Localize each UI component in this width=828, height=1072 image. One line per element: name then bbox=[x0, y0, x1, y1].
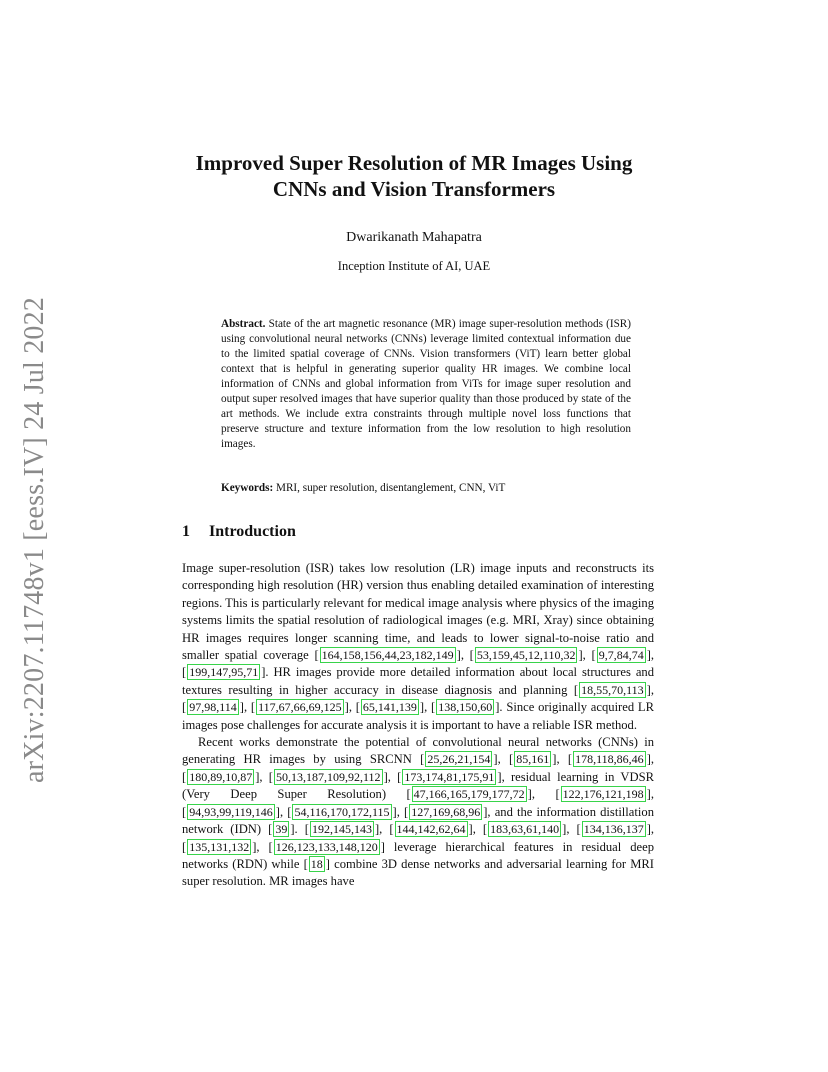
p2-text-4: leverage hierarchical features in residual deep networks (RDN) while bbox=[182, 839, 655, 871]
arxiv-identifier: arXiv:2207.11748v1 [eess.IV] 24 Jul 2022 bbox=[19, 296, 51, 784]
section-title: Introduction bbox=[209, 523, 296, 540]
citation-link[interactable]: 173,174,81,175,91 bbox=[404, 769, 495, 784]
keywords bbox=[221, 481, 631, 496]
citation-link[interactable]: 94,93,99,119,146 bbox=[189, 804, 273, 819]
keywords-label: Keywords: bbox=[221, 482, 274, 494]
citation-link[interactable]: 144,142,62,64 bbox=[396, 822, 466, 837]
p1-text-3: . Since originally acquired LR images pose challenges for accurate analysis it is important to have a reliable ISR method. bbox=[182, 700, 654, 732]
p2-text-1: Recent works demonstrate the potential of convolutional neural networks (CNNs) in generating HR images by using SRCNN bbox=[182, 735, 654, 767]
citation-link[interactable]: 138,150,60 bbox=[438, 700, 493, 715]
section-heading bbox=[182, 523, 296, 541]
citation-link[interactable]: 18,55,70,113 bbox=[581, 682, 644, 697]
citation-link[interactable]: 192,145,143 bbox=[311, 822, 372, 837]
paragraph-2: Recent works demonstrate the potential of convolutional neural networks (CNNs) in generating HR images by using SRCNN [ 25,26,21,154 ], [ 85,161 ], [ 178,118,86,46 ], [ 180,89,10,87 ], [ 50,13,187,109,92,112 ], [ 173,174,81,175,91 ], residual learning in VDSR (Very Deep Super Resolution) [ 47,166,165,179,177,72 ], [ 122,176,121,198 ], [ 94,93,99,119,146 ], [ 54,116,170,172,115 ], [ 127,169,68,96 ], and the information distillation network (IDN) [ 39 ]. [ 192,145,143 ], [ 144,142,62,64 ], [ 183,63,61,140 ], [ 134,136,137 ], [ 135,131,132 ], [ 126,123,133,148,120 ] leverage hierarchical features in residual deep networks (RDN) while [ 18 ] combine 3D dense networks and adversarial learning for MRI super resolution. MR images have bbox=[182, 735, 655, 889]
paragraph-1: Image super-resolution (ISR) takes low resolution (LR) image inputs and reconstructs its corresponding high resolution (HR) version thus enabling detailed examination of interesting regions. This is particularly relevant for medical image analysis where physics of the imaging systems limits the spatial resolution of radiological images (e.g. MRI, Xray) since obtaining HR images requires longer scanning time, and leads to lower signal-to-noise ratio and smaller spatial coverage [ 164,158,156,44,23,182,149 ], [ 53,159,45,12,110,32 ], [ 9,7,84,74 ], [ 199,147,95,71 ]. HR images provide more detailed information about local structures and textures resulting in higher accuracy in disease diagnosis and planning [ 18,55,70,113 ], [ 97,98,114 ], [ 117,67,66,69,125 ], [ 65,141,139 ], [ 138,150,60 ]. Since originally acquired LR images pose challenges for accurate analysis it is important to have a reliable ISR method. bbox=[182, 561, 655, 732]
citation-link[interactable]: 53,159,45,12,110,32 bbox=[476, 648, 576, 663]
citation-link[interactable]: 164,158,156,44,23,182,149 bbox=[321, 648, 454, 663]
p2-text-3: , and the information distillation network (IDN) bbox=[182, 804, 654, 837]
author-name: Dwarikanath Mahapatra bbox=[346, 230, 482, 245]
p2-text-5: combine 3D dense networks and adversarial learning for MRI super resolution. MR images have bbox=[182, 856, 655, 889]
abstract bbox=[221, 317, 631, 452]
title-line-2: CNNs and Vision Transformers bbox=[272, 177, 556, 201]
citation-link[interactable]: 178,118,86,46 bbox=[575, 752, 644, 767]
p2-text-2: , residual learning in VDSR (Very Deep Super Resolution) bbox=[182, 769, 655, 802]
abstract-text: State of the art magnetic resonance (MR) image super-resolution methods (ISR) using convolutional neural networks (CNNs) leverage limited contextual information due to the limited spatial coverage of CNNs. Vision transformers (ViT) learn better global context that is helpful in generating superior quality HR images. We combine local information of CNNs and global information from ViTs for image super resolution and output super resolved images that have superior quality than those produced by state of the art methods. We include extra constraints through multiple novel loss functions that preserve structure and texture information from the low resolution to high resolution images. bbox=[221, 318, 631, 450]
citation-link[interactable]: 85,161 bbox=[516, 752, 550, 767]
citation-link[interactable]: 126,123,133,148,120 bbox=[275, 839, 378, 854]
citation-link[interactable]: 180,89,10,87 bbox=[189, 769, 253, 784]
citation-link[interactable]: 65,141,139 bbox=[362, 700, 417, 715]
keywords-text: MRI, super resolution, disentanglement, CNN, ViT bbox=[276, 482, 506, 494]
p1-text-1: Image super-resolution (ISR) takes low resolution (LR) image inputs and reconstructs its corresponding high resolution (HR) version thus enabling detailed examination of interesting regions. This is particularly relevant for medical image analysis where physics of the imaging systems limits the spatial resolution of radiological images (e.g. MRI, Xray) since obtaining HR images requires longer scanning time, and leads to lower signal-to-noise ratio and smaller spatial coverage bbox=[182, 561, 654, 663]
citation-link[interactable]: 54,116,170,172,115 bbox=[294, 804, 390, 819]
citation-link[interactable]: 97,98,114 bbox=[189, 700, 237, 715]
citation-link[interactable]: 117,67,66,69,125 bbox=[258, 700, 342, 715]
citation-link[interactable]: 127,169,68,96 bbox=[411, 804, 481, 819]
citation-link[interactable]: 199,147,95,71 bbox=[189, 665, 259, 680]
title-line-1: Improved Super Resolution of MR Images Using bbox=[195, 151, 633, 175]
paper-title bbox=[150, 150, 678, 202]
arxiv-side-stamp bbox=[10, 290, 60, 790]
citation-link[interactable]: 39 bbox=[275, 822, 288, 837]
citation-link[interactable]: 135,131,132 bbox=[189, 839, 250, 854]
author-affiliation: Inception Institute of AI, UAE bbox=[337, 259, 491, 273]
citation-link[interactable]: 134,136,137 bbox=[583, 822, 644, 837]
citation-link[interactable]: 47,166,165,179,177,72 bbox=[413, 787, 525, 802]
introduction-body bbox=[182, 560, 654, 891]
p1-text-2: . HR images provide more detailed information about local structures and textures resulting in higher accuracy in disease diagnosis and planning bbox=[182, 665, 654, 697]
abstract-label: Abstract. bbox=[221, 318, 266, 330]
section-number: 1 bbox=[182, 523, 190, 540]
citation-link[interactable]: 183,63,61,140 bbox=[490, 822, 560, 837]
citation-link[interactable]: 50,13,187,109,92,112 bbox=[276, 769, 381, 784]
citation-link[interactable]: 9,7,84,74 bbox=[598, 648, 644, 663]
citation-link[interactable]: 25,26,21,154 bbox=[427, 752, 491, 767]
citation-link[interactable]: 18 bbox=[310, 856, 323, 871]
citation-link[interactable]: 122,176,121,198 bbox=[562, 787, 644, 802]
